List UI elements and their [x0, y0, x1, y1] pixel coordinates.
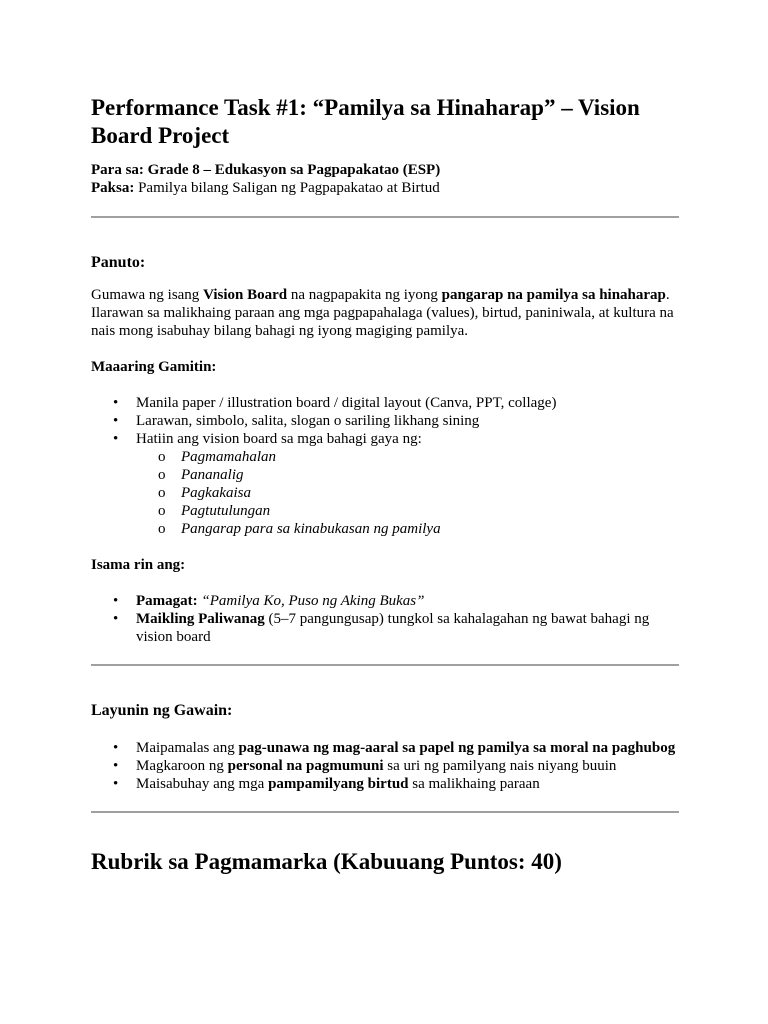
paksa-line	[91, 179, 679, 197]
layunin-list	[91, 739, 679, 793]
gamitin-heading: Maaaring Gamitin:	[91, 359, 217, 375]
gamitin-list	[91, 394, 679, 538]
paksa-value: Pamilya bilang Saligan ng Pagpapakatao at Birtud	[134, 180, 440, 196]
sublist-item: o Pagkakaisa	[136, 484, 679, 502]
panuto-heading: Panuto:	[91, 254, 146, 271]
list-item: • Magkaroon ng personal na pagmumuni sa uri ng pamilyang nais niyang buuin	[91, 757, 679, 775]
isama-list	[91, 592, 679, 646]
title-line-1: Performance Task #1: “Pamilya sa Hinaharap” – Vision	[91, 95, 640, 120]
list-item: • Larawan, simbolo, salita, slogan o sariling likhang sining	[91, 412, 679, 430]
list-item: • Manila paper / illustration board / digital layout (Canva, PPT, collage)	[91, 394, 679, 412]
list-item: • Maipamalas ang pag-unawa ng mag-aaral sa papel ng pamilya sa moral na paghubog	[91, 739, 679, 757]
para-sa-line: Para sa: Grade 8 – Edukasyon sa Pagpapakatao (ESP)	[91, 162, 441, 178]
paksa-label: Paksa:	[91, 180, 135, 196]
list-item: • Maisabuhay ang mga pampamilyang birtud sa malikhaing paraan	[91, 775, 679, 793]
list-item: • Maikling Paliwanag (5–7 pangungusap) tungkol sa kahalagahan ng bawat bahagi ng vision board	[91, 610, 679, 646]
rubrik-heading: Rubrik sa Pagmamarka (Kabuuang Puntos: 40)	[91, 849, 562, 874]
list-item: • Hatiin ang vision board sa mga bahagi gaya ng: o Pagmamahalan o Pananalig o Pagkakaisa o Pagtutulungan o Pangarap para sa kinabukasan ng pamilya	[91, 430, 679, 538]
sublist-item: o Pangarap para sa kinabukasan ng pamilya	[136, 520, 679, 538]
page-title	[91, 94, 679, 150]
panuto-text: Gumawa ng isang Vision Board na nagpapakita ng iyong pangarap na pamilya sa hinaharap. Ilarawan sa malikhaing paraan ang mga pagpapahalaga (values), birtud, paniniwala, at kultura na nais mong isabuhay bilang bahagi ng iyong magiging pamilya.	[91, 287, 674, 339]
layunin-heading: Layunin ng Gawain:	[91, 702, 233, 719]
sublist-item: o Pagmamahalan	[136, 448, 679, 466]
isama-heading: Isama rin ang:	[91, 557, 186, 573]
sublist-item: o Pananalig	[136, 466, 679, 484]
list-item: • Pamagat: “Pamilya Ko, Puso ng Aking Bukas”	[91, 592, 679, 610]
title-line-2: Board Project	[91, 123, 230, 148]
bahagi-sublist	[136, 448, 679, 538]
sublist-item: o Pagtutulungan	[136, 502, 679, 520]
document-content	[91, 0, 679, 876]
